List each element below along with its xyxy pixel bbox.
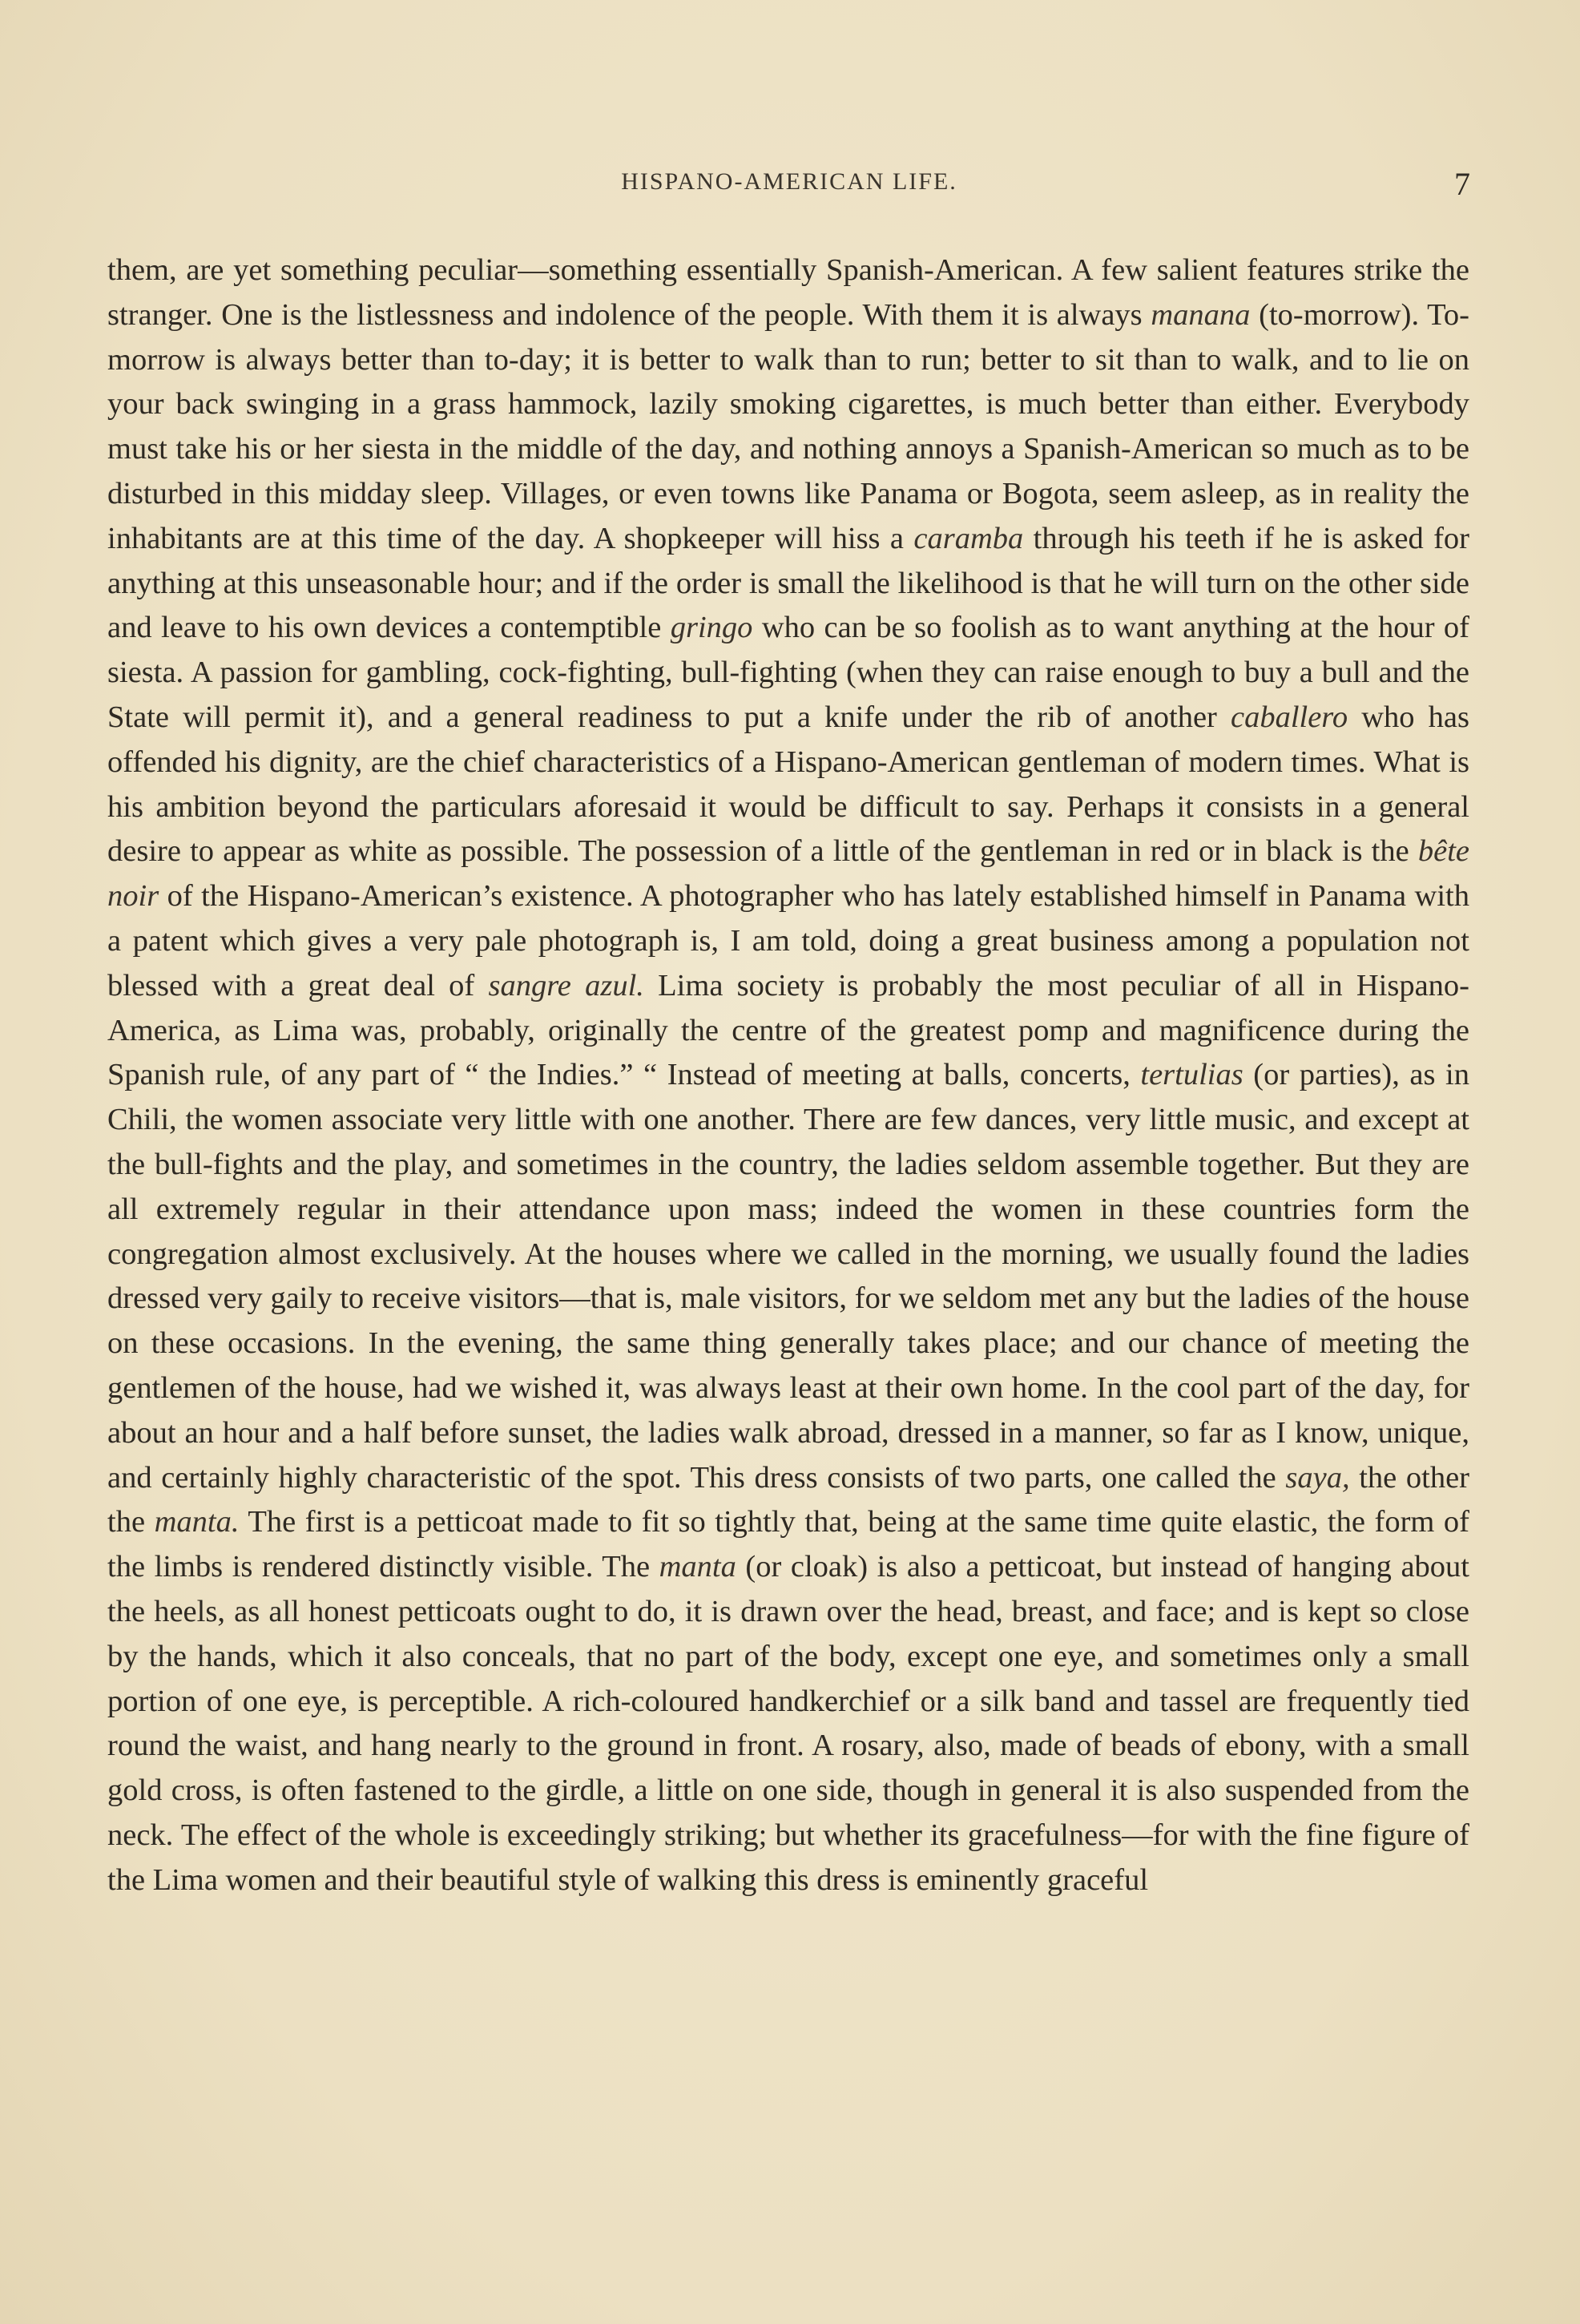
italic-term: bête noir	[107, 834, 1469, 914]
running-head: HISPANO-AMERICAN LIFE.	[621, 168, 957, 195]
text-run: through his teeth if he is asked for anything at this unseasonable hour; and if the order is small the likelihood is that he will turn on the other side and leave to his own devices a contemptible	[107, 521, 1469, 645]
page-number: 7	[1454, 166, 1470, 202]
italic-term: manta.	[154, 1505, 240, 1539]
body-paragraph	[107, 248, 1469, 1902]
italic-term: saya,	[1285, 1460, 1350, 1495]
text-run: (or parties), as in Chili, the women associate very little with one another. There are few dances, very little music, and except at the bull-fights and the play, and sometimes in the country, the ladies seldom assemble together. But they are all extremely regular in their attendance upon mass; indeed the women in these countries form the congregation almost exclusively. At the houses where we called in the morning, we usually found the ladies dressed very gaily to receive visitors—that is, male visitors, for we seldom met any but the ladies of the house on these occasions. In the evening, the same thing generally takes place; and our chance of meeting the gentlemen of the house, had we wished it, was always least at their own home. In the cool part of the day, for about an hour and a half before sunset, the ladies walk abroad, dressed in a manner, so far as I know, unique, and certainly highly characteristic of the spot. This dress consists of two parts, one called the	[107, 1058, 1469, 1495]
italic-term: manana	[1151, 297, 1251, 332]
italic-term: caballero	[1230, 700, 1348, 734]
text-run: Lima society is probably the most peculiar of all in Hispano-America, as Lima was, probably, originally the centre of the greatest pomp and magnificence during the Spanish rule, of any part of “ the Indies.” “ Instead of meeting at balls, concerts,	[107, 968, 1469, 1092]
text-run: who has offended his dignity, are the chief characteristics of a Hispano-American gentleman of modern times. What is his ambition beyond the particulars aforesaid it would be difficult to say. Perhaps it consists in a general desire to appear as white as possible. The possession of a little of the gentleman in red or in black is the	[107, 700, 1469, 869]
italic-term: manta	[659, 1550, 736, 1584]
text-run: them, are yet something peculiar—something essentially Spanish-American. A few salient features strike the stranger. One is the listlessness and indolence of the people. With them it is always	[107, 253, 1469, 332]
text-run: (or cloak) is also a petticoat, but instead of hanging about the heels, as all honest petticoats ought to do, it is drawn over the head, breast, and face; and is kept so close by the hands, which it also conceals, that no part of the body, except one eye, and sometimes only a small portion of one eye, is perceptible. A rich-coloured handkerchief or a silk band and tassel are frequently tied round the waist, and hang nearly to the ground in front. A rosary, also, made of beads of ebony, with a small gold cross, is often fastened to the girdle, a little on one side, though in general it is also suspended from the neck. The effect of the whole is exceedingly striking; but whether its gracefulness—for with the fine figure of the Lima women and their beautiful style of walking this dress is eminently graceful	[107, 1550, 1469, 1897]
text-run: of the Hispano-American’s existence. A photographer who has lately established himself in Panama with a patent which gives a very pale photograph is, I am told, doing a great business among a population not blessed with a great deal of	[107, 879, 1469, 1003]
italic-term: gringo	[670, 611, 753, 645]
italic-term: caramba	[913, 521, 1024, 555]
italic-term: sangre azul.	[488, 968, 644, 1003]
text-run: (to-morrow). To-morrow is always better than to-day; it is better to walk than to run; better to sit than to walk, and to lie on your back swinging in a grass hammock, lazily smoking cigarettes, is much better than either. Everybody must take his or her siesta in the middle of the day, and nothing annoys a Spanish-American so much as to be disturbed in this midday sleep. Villages, or even towns like Panama or Bogota, seem asleep, as in reality the inhabitants are at this time of the day. A shopkeeper will hiss a	[107, 297, 1469, 555]
text-run: who can be so foolish as to want anything at the hour of siesta. A passion for gambling, cock-fighting, bull-fighting (when they can raise enough to buy a bull and the State will permit it), and a general readiness to put a knife under the rib of another	[107, 611, 1469, 734]
page-header	[108, 168, 1470, 208]
text-run: The first is a petticoat made to fit so tightly that, being at the same time quite elastic, the form of the limbs is rendered distinctly visible. The	[107, 1505, 1469, 1584]
italic-term: tertulias	[1140, 1058, 1243, 1092]
text-run: the other the	[107, 1460, 1470, 1539]
